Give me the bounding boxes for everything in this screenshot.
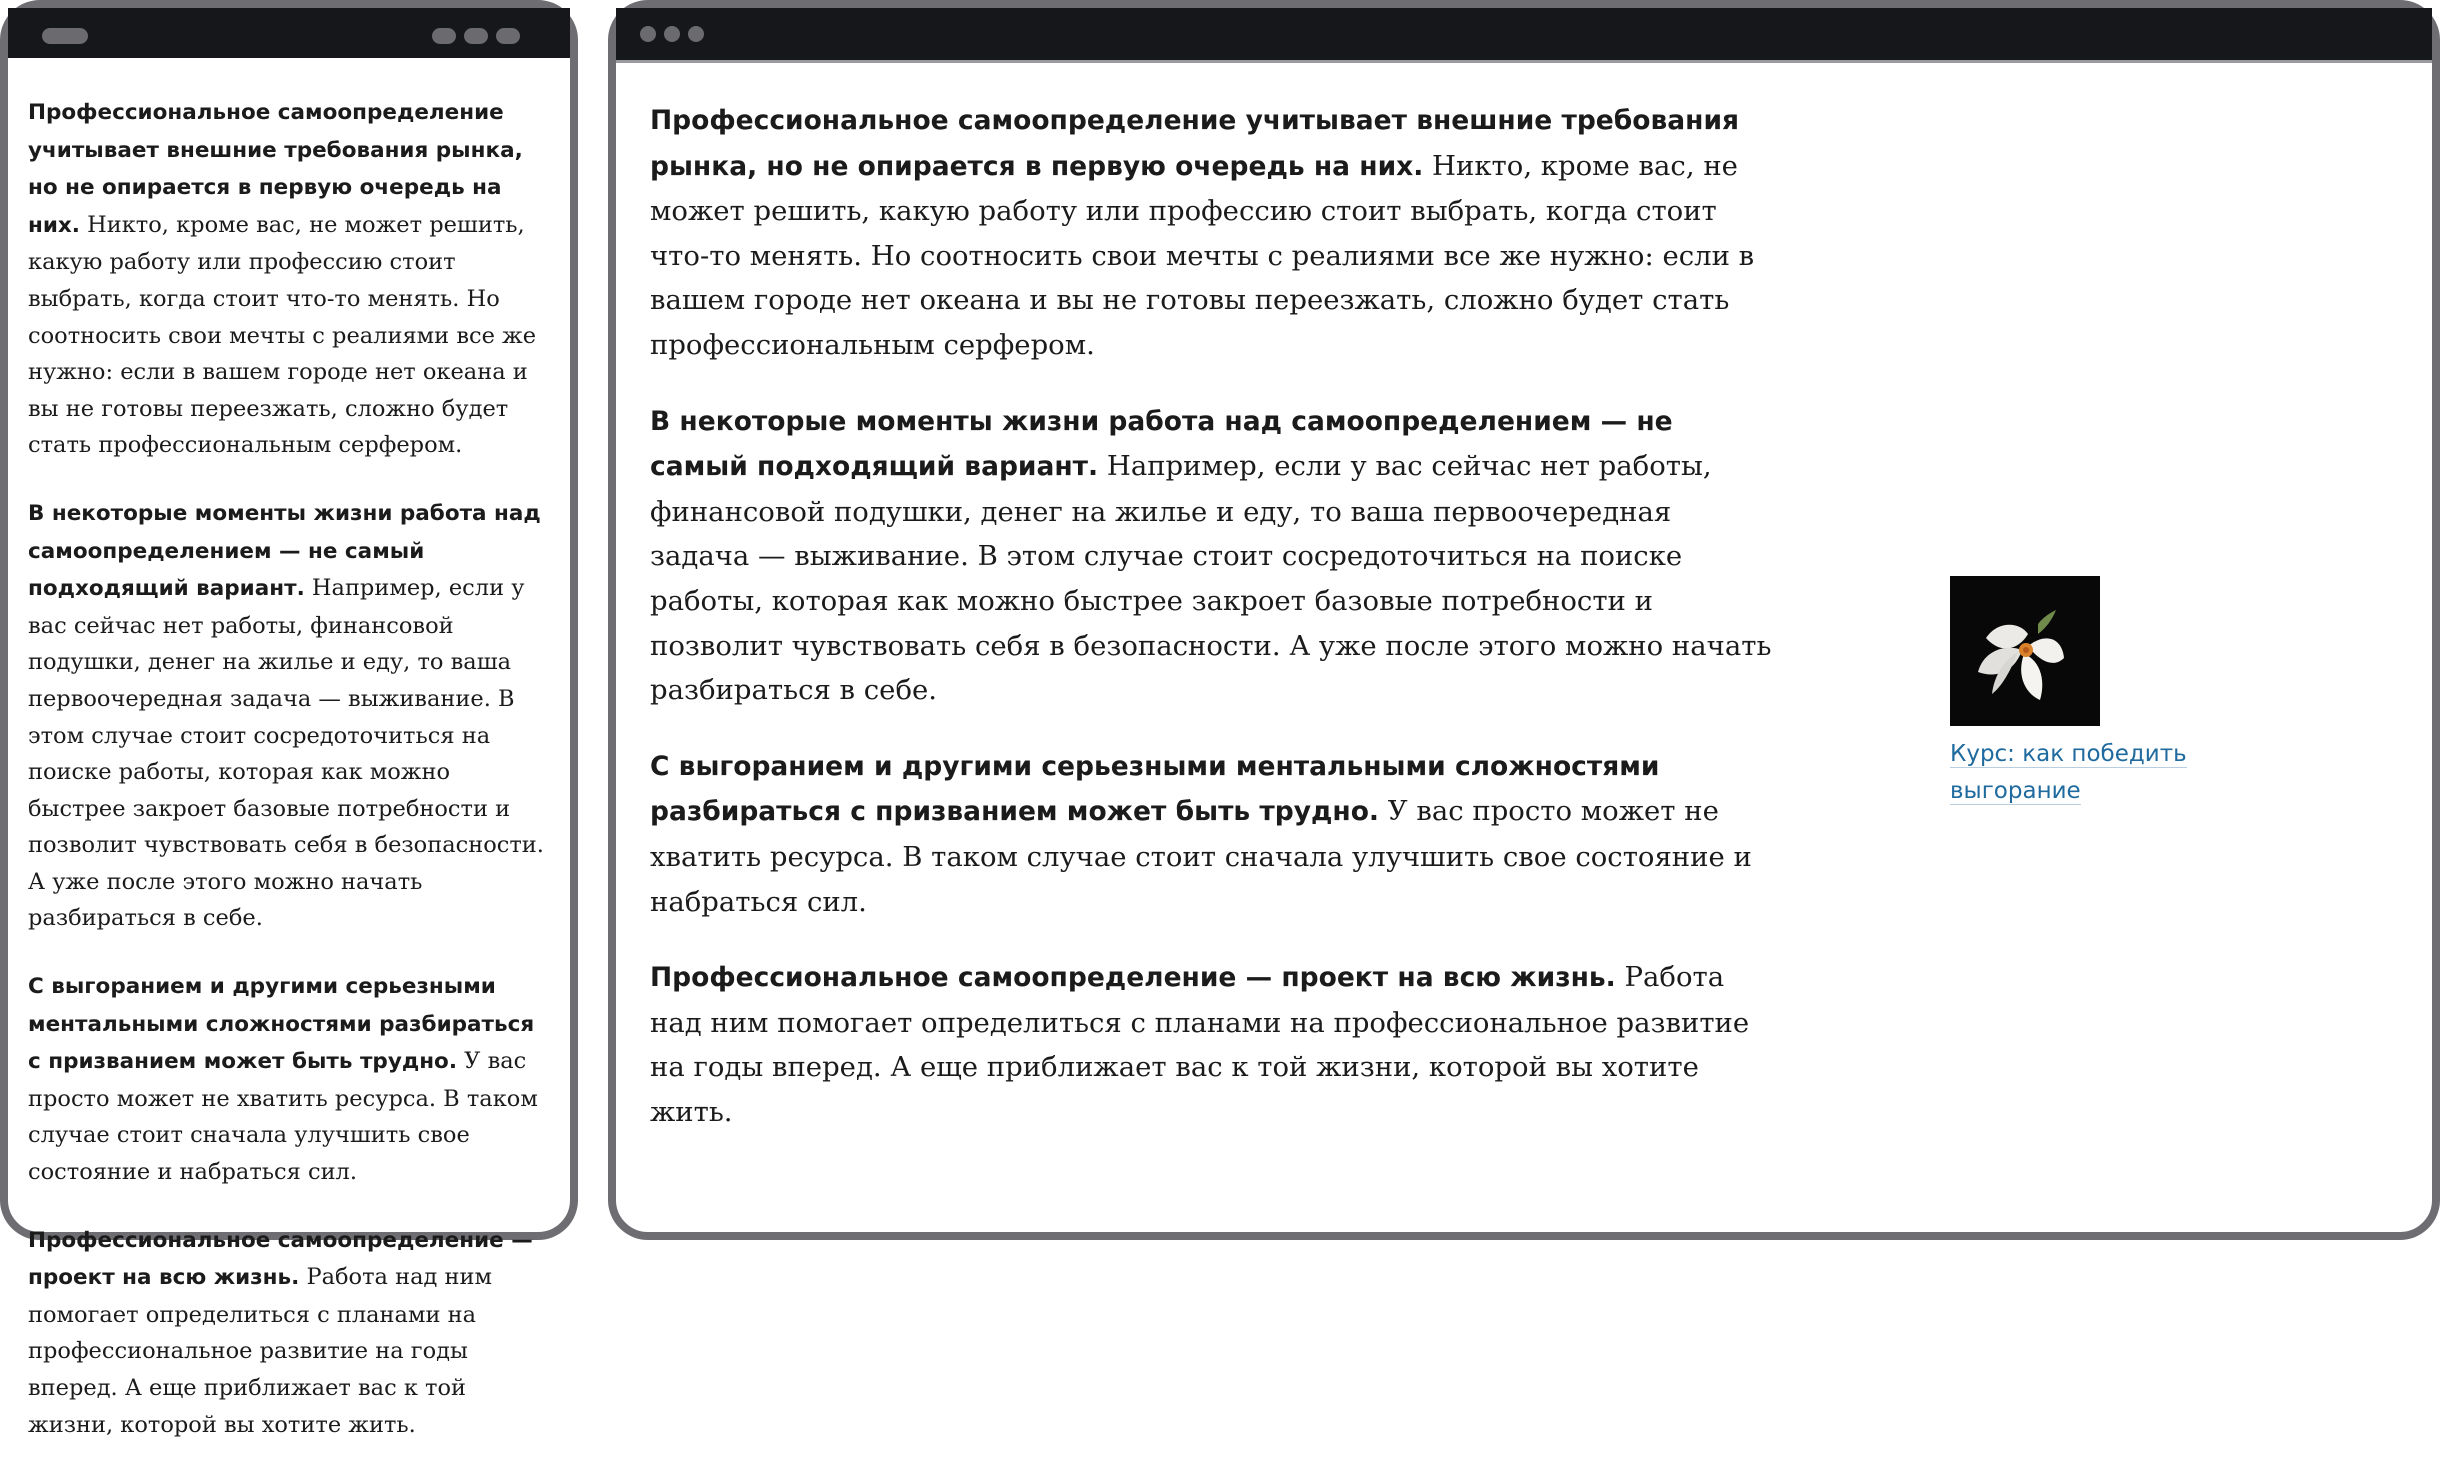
desktop-article-body <box>650 98 1778 1165</box>
course-promo-card[interactable] <box>1950 576 2210 810</box>
flower-illustration <box>1950 576 2100 726</box>
titlebar-divider <box>616 60 2432 63</box>
article-paragraph <box>28 495 548 937</box>
article-paragraph <box>28 94 548 464</box>
article-paragraph <box>28 968 548 1191</box>
window-dot-icon <box>640 26 656 42</box>
window-control-icon <box>496 28 520 44</box>
paragraph-text: Никто, кроме вас, не может решить, какую работу или профессию стоит выбрать, когда стоит что-то менять. Но соотносить свои мечты с реалиями все же нужно: если в вашем городе нет океана и вы не готовы переезжать, сложно будет стать профессиональным серфером. <box>28 211 537 459</box>
paragraph-text: У вас просто может не хватить ресурса. В таком случае стоит сначала улучшить свое состояние и набраться сил. <box>28 1048 538 1186</box>
window-control-icon <box>432 28 456 44</box>
window-control-icon <box>464 28 488 44</box>
promo-link-wrapper <box>1950 736 2200 810</box>
window-dot-icon <box>664 26 680 42</box>
paragraph-lead: Профессиональное самоопределение учитывает внешние требования рынка, но не опирается в первую очередь на них. <box>28 100 523 238</box>
flower-photo-icon[interactable] <box>1950 576 2100 726</box>
paragraph-lead: Профессиональное самоопределение учитывает внешние требования рынка, но не опирается в первую очередь на них. <box>650 105 1740 182</box>
paragraph-lead: С выгоранием и другими серьезными ментальными сложностями разбираться с призванием может быть трудно. <box>650 750 1660 828</box>
paragraph-text: У вас просто может не хватить ресурса. В таком случае стоит сначала улучшить свое состояние и набраться сил. <box>650 795 1752 918</box>
desktop-preview-frame <box>608 0 2440 1240</box>
article-paragraph <box>650 98 1778 368</box>
paragraph-lead: С выгоранием и другими серьезными ментальными сложностями разбираться с призванием может быть трудно. <box>28 974 535 1075</box>
desktop-titlebar <box>616 8 2432 60</box>
mobile-titlebar <box>8 8 570 58</box>
article-paragraph <box>28 1222 548 1444</box>
paragraph-text: Например, если у вас сейчас нет работы, финансовой подушки, денег на жилье и еду, то ваша первоочередная задача — выживание. В этом случае стоит сосредоточиться на поиске работы, которая как можно быстрее закроет базовые потребности и позволит чувствовать себя в безопасности. А уже после этого можно начать разбираться в себе. <box>28 575 544 932</box>
paragraph-lead: В некоторые моменты жизни работа над самоопределением — не самый подходящий вариант. <box>28 500 541 602</box>
paragraph-lead: В некоторые моменты жизни работа над самоопределением — не самый подходящий вариант. <box>650 405 1673 483</box>
paragraph-lead: Профессиональное самоопределение — проект на всю жизнь. <box>650 962 1616 994</box>
paragraph-text: Работа над ним помогает определиться с планами на профессиональное развитие на годы вперед. А еще приближает вас к той жизни, которой вы хотите жить. <box>650 961 1750 1128</box>
paragraph-text: Никто, кроме вас, не может решить, какую работу или профессию стоит выбрать, когда стоит что-то менять. Но соотносить свои мечты с реалиями все же нужно: если в вашем городе нет океана и вы не готовы переезжать, сложно будет стать профессиональным серфером. <box>650 149 1755 361</box>
mobile-preview-frame <box>0 0 578 1438</box>
article-paragraph <box>650 744 1778 924</box>
article-paragraph <box>650 399 1778 713</box>
course-link[interactable]: Курс: как победить выгорание <box>1950 741 2187 804</box>
mobile-article-body <box>28 94 548 1474</box>
paragraph-lead: Профессиональное самоопределение — проект на всю жизнь. <box>28 1227 533 1291</box>
paragraph-text: Работа над ним помогает определиться с планами на профессиональное развитие на годы вперед. А еще приближает вас к той жизни, которой вы хотите жить. <box>28 1264 493 1438</box>
window-control-icon <box>42 28 88 44</box>
window-dot-icon <box>688 26 704 42</box>
paragraph-text: Например, если у вас сейчас нет работы, финансовой подушки, денег на жилье и еду, то ваша первоочередная задача — выживание. В этом случае стоит сосредоточиться на поиске работы, которая как можно быстрее закроет базовые потребности и позволит чувствовать себя в безопасности. А уже после этого можно начать разбираться в себе. <box>650 450 1772 707</box>
article-paragraph <box>650 955 1778 1134</box>
